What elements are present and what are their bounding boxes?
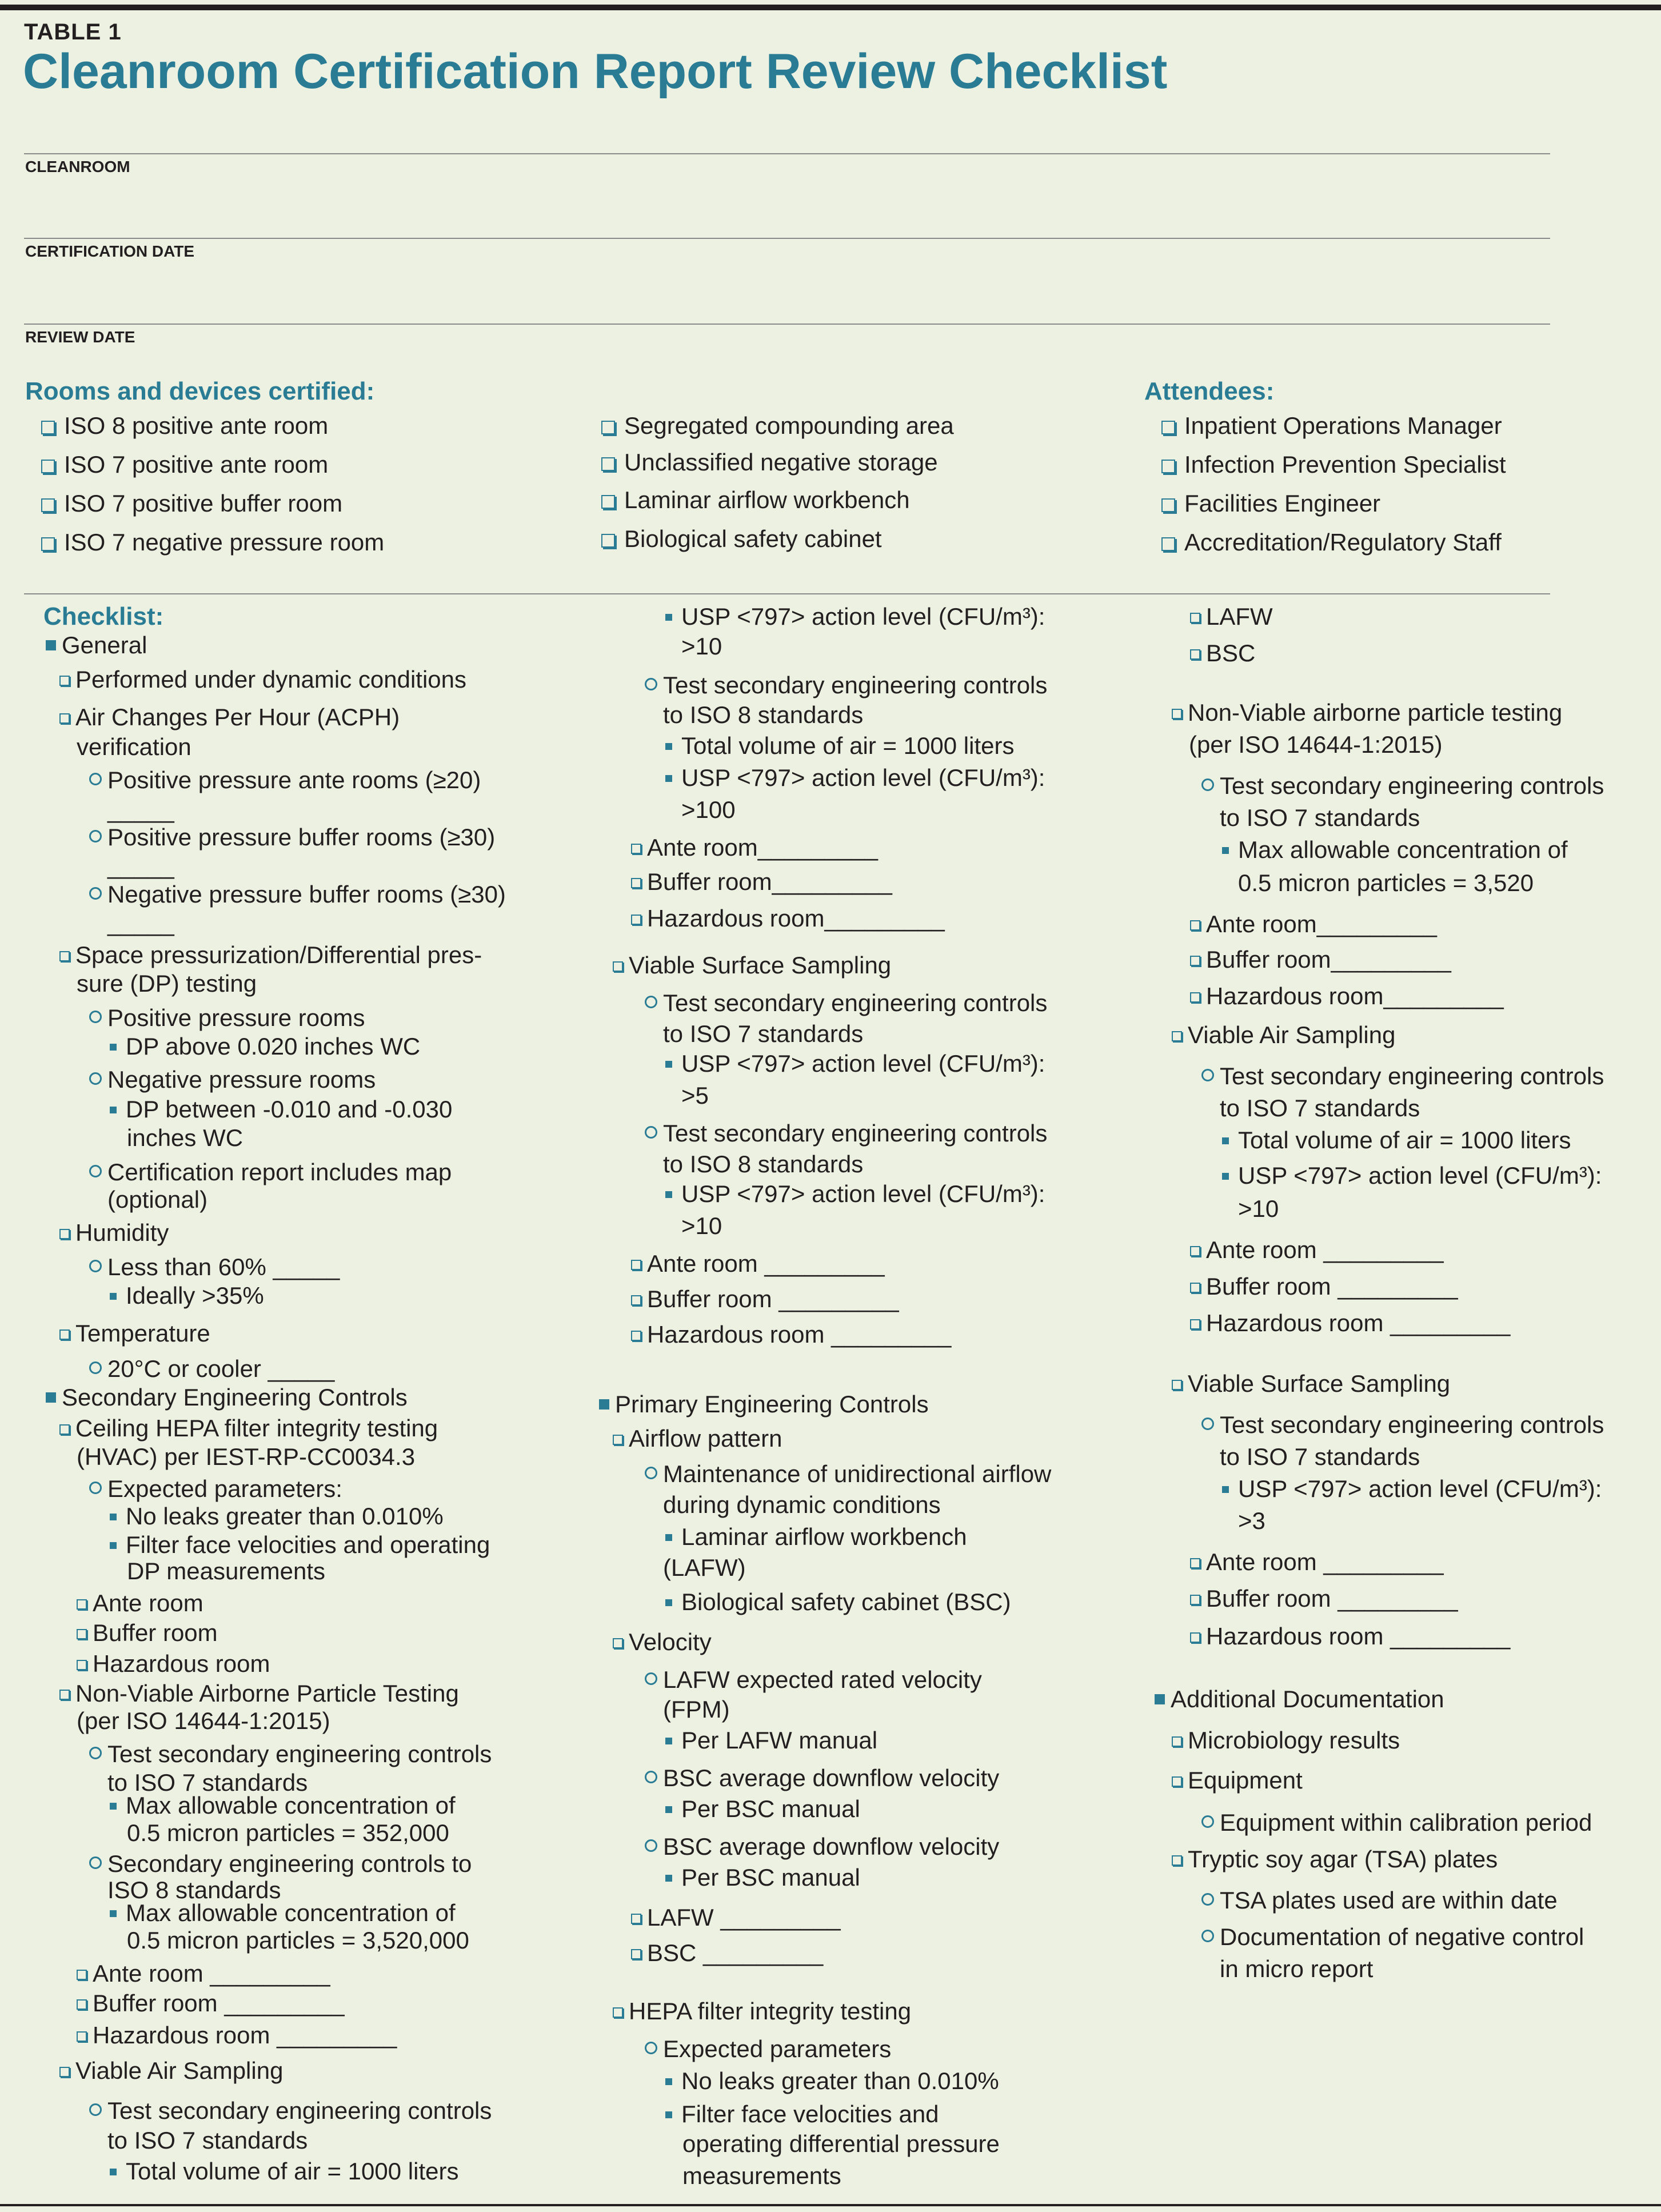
check-item[interactable]: Hazardous room _________ [77,2021,397,2050]
detail-item: USP <797> action level (CFU/m³): [665,1049,1045,1078]
check-item[interactable]: Ante room _________ [1190,1548,1444,1576]
check-item[interactable]: Ante room_________ [1190,910,1437,939]
check-item[interactable]: Equipment [1172,1766,1303,1795]
check-item[interactable]: Temperature [59,1319,210,1348]
rooms-heading: Rooms and devices certified: [25,377,375,405]
group-secondary-controls: Secondary Engineering Controls [46,1383,408,1412]
sub-item-cont: ISO 8 standards [107,1876,281,1903]
sub-item-cont: to ISO 7 standards [1220,804,1420,831]
check-item[interactable]: Buffer room _________ [77,1989,345,2018]
detail-item: USP <797> action level (CFU/m³): [665,1180,1045,1208]
sub-item-cont: in micro report [1220,1955,1373,1982]
detail-item-cont: 0.5 micron particles = 352,000 [127,1819,449,1846]
detail-item: DP above 0.020 inches WC [110,1032,420,1061]
sub-item[interactable]: Secondary engineering controls to [89,1850,472,1878]
check-item[interactable]: LAFW _________ [631,1903,841,1932]
sub-item[interactable]: Expected parameters: [89,1475,342,1503]
detail-item-cont: >10 [1238,1195,1279,1222]
sub-item[interactable]: TSA plates used are within date [1201,1886,1558,1915]
detail-item-cont: inches WC [127,1124,243,1151]
check-item[interactable]: Buffer room _________ [1190,1272,1458,1301]
room-checkbox[interactable]: ISO 7 positive ante room [41,450,328,479]
sub-item[interactable]: 20°C or cooler _____ [89,1355,334,1383]
room-checkbox[interactable]: ISO 7 positive buffer room [41,489,342,518]
check-item[interactable]: Hazardous room_________ [1190,982,1504,1011]
detail-item: USP <797> action level (CFU/m³): [665,764,1045,792]
check-item[interactable]: HEPA filter integrity testing [613,1997,911,2026]
room-checkbox[interactable]: ISO 8 positive ante room [41,412,328,440]
check-item[interactable]: LAFW [1190,602,1273,631]
check-item[interactable]: Humidity [59,1219,169,1247]
check-item[interactable]: Buffer room_________ [631,868,892,896]
certification-date-line [24,238,1550,239]
detail-item: Total volume of air = 1000 liters [1222,1126,1571,1155]
detail-item-cont: 0.5 micron particles = 3,520,000 [127,1927,469,1954]
room-checkbox[interactable]: ISO 7 negative pressure room [41,528,384,557]
sub-item[interactable]: Positive pressure rooms [89,1004,365,1032]
check-item[interactable]: BSC _________ [631,1939,823,1967]
sub-item[interactable]: Equipment within calibration period [1201,1808,1592,1837]
blank-line: _____ [107,796,174,823]
check-item[interactable]: Airflow pattern [613,1424,782,1453]
certification-date-label: CERTIFICATION DATE [25,242,195,260]
sub-item[interactable]: Test secondary engineering controls [645,1119,1047,1148]
sub-item[interactable]: Less than 60% _____ [89,1253,340,1281]
check-item[interactable]: BSC [1190,639,1255,668]
attendee-checkbox[interactable]: Accreditation/Regulatory Staff [1161,528,1502,557]
check-item-cont: (HVAC) per IEST-RP-CC0034.3 [77,1443,416,1470]
check-item[interactable]: Hazardous room _________ [1190,1309,1510,1337]
sub-item[interactable]: Positive pressure ante rooms (≥20) [89,766,481,794]
check-item[interactable]: Velocity [613,1628,712,1656]
cleanroom-line [24,153,1550,154]
attendee-checkbox[interactable]: Infection Prevention Specialist [1161,450,1506,479]
check-item-cont: (per ISO 14644-1:2015) [77,1707,330,1734]
check-item[interactable]: Hazardous room_________ [631,904,945,933]
sub-item-cont: to ISO 7 standards [663,1020,864,1047]
check-item[interactable]: Space pressurization/Differential pres- [59,941,482,969]
check-item-cont: sure (DP) testing [77,970,257,997]
sub-item[interactable]: Expected parameters [645,2035,891,2063]
detail-item-cont: (LAFW) [663,1554,746,1581]
sub-item[interactable]: Maintenance of unidirectional airflow [645,1460,1051,1488]
sub-item[interactable]: Test secondary engineering controls [89,2097,492,2125]
attendee-checkbox[interactable]: Facilities Engineer [1161,489,1380,518]
detail-item: Per BSC manual [665,1795,860,1823]
attendee-checkbox[interactable]: Inpatient Operations Manager [1161,412,1502,440]
device-checkbox[interactable]: Laminar airflow workbench [601,486,910,514]
check-item[interactable]: Viable Air Sampling [1172,1021,1395,1049]
detail-item: Total volume of air = 1000 liters [665,732,1014,760]
detail-item: No leaks greater than 0.010% [665,2067,999,2095]
check-item[interactable]: Viable Surface Sampling [613,951,891,980]
sub-item[interactable]: BSC average downflow velocity [645,1832,999,1861]
detail-item: USP <797> action level (CFU/m³): [1222,1161,1602,1190]
sub-item[interactable]: Documentation of negative control [1201,1923,1584,1951]
check-item[interactable]: Hazardous room _________ [1190,1622,1510,1651]
blank-line: _____ [107,909,174,936]
check-item[interactable]: Buffer room _________ [1190,1584,1458,1613]
detail-item: USP <797> action level (CFU/m³): [665,602,1045,631]
review-date-label: REVIEW DATE [25,328,135,346]
sub-item[interactable]: Certification report includes map [89,1158,452,1187]
check-item[interactable]: Buffer room [77,1619,218,1647]
check-item[interactable]: Tryptic soy agar (TSA) plates [1172,1845,1498,1874]
check-item[interactable]: Ceiling HEPA filter integrity testing [59,1414,438,1443]
detail-item: Total volume of air = 1000 liters [110,2157,458,2186]
sub-item-cont: to ISO 7 standards [1220,1443,1420,1470]
check-item[interactable]: Air Changes Per Hour (ACPH) [59,703,400,732]
review-date-line [24,324,1550,325]
sub-item-cont: (optional) [107,1186,208,1213]
check-item[interactable]: Ante room _________ [1190,1236,1444,1264]
sub-item[interactable]: Test secondary engineering controls [645,671,1047,700]
detail-item-cont: >10 [681,1212,722,1239]
group-general: General [46,631,147,660]
page-title: Cleanroom Certification Report Review Checklist [23,44,1168,99]
blank-line: _____ [107,852,174,879]
check-item[interactable]: Ante room_________ [631,833,878,862]
sub-item[interactable]: Negative pressure rooms [89,1065,376,1094]
detail-item: Per LAFW manual [665,1726,877,1755]
table-label: TABLE 1 [24,19,122,45]
sub-item[interactable]: BSC average downflow velocity [645,1764,999,1792]
detail-item-cont: >100 [681,796,736,823]
detail-item-cont: >5 [681,1082,709,1109]
check-item[interactable]: Performed under dynamic conditions [59,665,466,694]
detail-item-cont: measurements [682,2162,841,2189]
check-item[interactable]: Buffer room_________ [1190,945,1451,974]
detail-item-cont: >10 [681,633,722,660]
sub-item-cont: to ISO 7 standards [1220,1095,1420,1121]
detail-item: Max allowable concentration of [1222,836,1568,864]
group-additional-documentation: Additional Documentation [1155,1685,1444,1714]
check-item-cont: (per ISO 14644-1:2015) [1189,731,1443,758]
bottom-border [0,2204,1661,2206]
attendees-heading: Attendees: [1144,377,1275,405]
device-checkbox[interactable]: Segregated compounding area [601,412,954,440]
check-item[interactable]: Ante room _________ [77,1959,330,1988]
sub-item[interactable]: Test secondary engineering controls [89,1740,492,1768]
sub-item-cont: during dynamic conditions [663,1491,941,1518]
check-item[interactable]: Viable Surface Sampling [1172,1369,1450,1398]
top-border [0,5,1661,10]
detail-item: No leaks greater than 0.010% [110,1502,444,1531]
sub-item[interactable]: Test secondary engineering controls [645,989,1047,1017]
group-primary-controls: Primary Engineering Controls [599,1390,929,1419]
cleanroom-label: CLEANROOM [25,158,130,175]
sub-item[interactable]: Test secondary engineering controls [1201,1411,1604,1439]
checklist-heading: Checklist: [43,602,164,630]
sub-item[interactable]: Negative pressure buffer rooms (≥30) [89,880,506,909]
check-item[interactable]: Viable Air Sampling [59,2057,283,2085]
check-item[interactable]: Ante room _________ [631,1249,885,1278]
device-checkbox[interactable]: Biological safety cabinet [601,525,882,553]
check-item[interactable]: Hazardous room _________ [631,1320,951,1349]
detail-item: USP <797> action level (CFU/m³): [1222,1475,1602,1503]
detail-item: Ideally >35% [110,1281,264,1310]
check-item[interactable]: Hazardous room [77,1650,270,1678]
sub-item[interactable]: Test secondary engineering controls [1201,772,1604,800]
sub-item[interactable]: Test secondary engineering controls [1201,1062,1604,1091]
detail-item: Max allowable concentration of [110,1899,456,1927]
detail-item: Biological safety cabinet (BSC) [665,1588,1011,1616]
detail-item-cont: DP measurements [127,1558,326,1584]
sub-item-cont: to ISO 8 standards [663,701,864,728]
check-item[interactable]: Non-Viable airborne particle testing [1172,698,1562,727]
check-item[interactable]: Ante room [77,1589,203,1618]
sub-item-cont: (FPM) [663,1696,730,1723]
device-checkbox[interactable]: Unclassified negative storage [601,448,938,477]
detail-item: Max allowable concentration of [110,1791,456,1820]
section-divider [24,593,1550,594]
detail-item: DP between -0.010 and -0.030 [110,1095,452,1124]
sub-item-cont: to ISO 7 standards [107,1769,308,1796]
detail-item-cont: 0.5 micron particles = 3,520 [1238,869,1534,896]
sub-item-cont: to ISO 8 standards [663,1151,864,1177]
detail-item: Per BSC manual [665,1863,860,1892]
check-item[interactable]: Microbiology results [1172,1726,1400,1755]
detail-item-cont: operating differential pressure [682,2130,1000,2157]
sub-item[interactable]: LAFW expected rated velocity [645,1666,982,1694]
sub-item-cont: to ISO 7 standards [107,2127,308,2154]
detail-item: Filter face velocities and [665,2100,939,2129]
check-item-cont: verification [77,733,191,760]
detail-item-cont: >3 [1238,1507,1265,1534]
sub-item[interactable]: Positive pressure buffer rooms (≥30) [89,823,495,852]
check-item[interactable]: Non-Viable Airborne Particle Testing [59,1679,459,1708]
detail-item: Filter face velocities and operating [110,1531,490,1559]
detail-item: Laminar airflow workbench [665,1523,967,1551]
check-item[interactable]: Buffer room _________ [631,1285,899,1313]
